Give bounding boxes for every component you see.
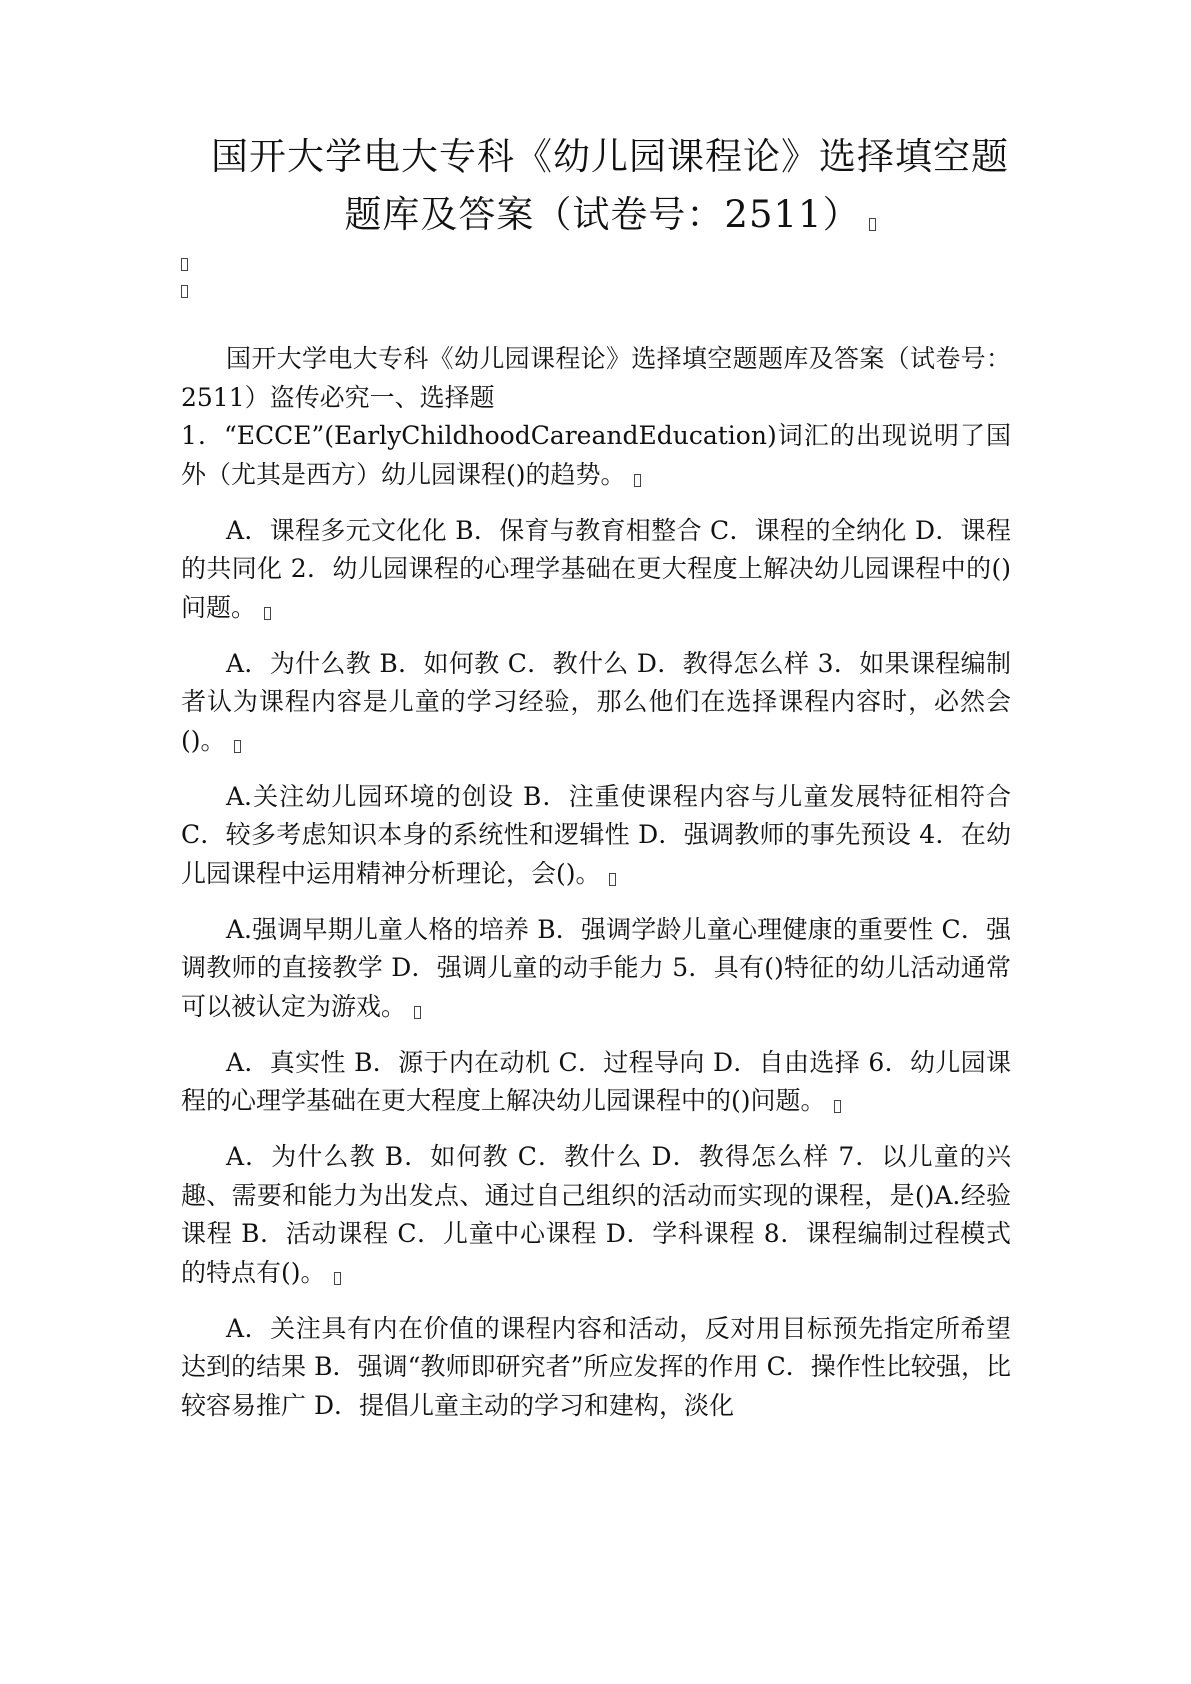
paragraph-text: 国开大学电大专科《幼儿园课程论》选择填空题题库及答案（试卷号：2511）盗传必究一、选择题	[181, 344, 1011, 412]
question-paragraph	[181, 512, 1011, 628]
paragraph-text: 1．“ECCE”(EarlyChildhoodCareandEducation)词汇的出现说明了国外（尤其是西方）幼儿园课程()的趋势。	[181, 421, 1011, 489]
placeholder-glyph-icon	[234, 740, 241, 753]
title-line-1: 国开大学电大专科《幼儿园课程论》选择填空题	[211, 135, 1009, 178]
paragraph-text: A．课程多元文化化 B．保育与教育相整合 C．课程的全纳化 D．课程的共同化 2．幼儿园课程的心理学基础在更大程度上解决幼儿园课程中的()问题。	[181, 515, 1011, 622]
question-paragraph	[181, 1138, 1011, 1292]
title-line-2-text: 题库及答案（试卷号：2511）	[344, 193, 861, 236]
document-title	[200, 128, 1020, 244]
question-paragraph	[181, 1310, 1011, 1426]
intro-paragraph	[181, 340, 1011, 417]
paragraph-text: A．为什么教 B．如何教 C．教什么 D．教得怎么样 3．如果课程编制者认为课程内容是儿童的学习经验，那么他们在选择课程内容时，必然会()。	[181, 648, 1011, 755]
question-paragraph	[181, 778, 1011, 894]
placeholder-glyph-icon	[181, 258, 188, 271]
question-paragraph	[181, 645, 1011, 761]
paragraph-text: A.强调早期儿童人格的培养 B．强调学龄儿童心理健康的重要性 C．强调教师的直接教学 D．强调儿童的动手能力 5．具有()特征的幼儿活动通常可以被认定为游戏。	[181, 914, 1011, 1021]
paragraph-text: A．为什么教 B．如何教 C．教什么 D．教得怎么样 7．以儿童的兴趣、需要和能力为出发点、通过自己组织的活动而实现的课程，是()A.经验课程 B．活动课程 C．儿童中心课程 D．学科课程 8．课程编制过程模式的特点有()。	[181, 1142, 1011, 1287]
paragraph-text: A．真实性 B．源于内在动机 C．过程导向 D．自由选择 6．幼儿园课程的心理学基础在更大程度上解决幼儿园课程中的()问题。	[181, 1047, 1011, 1115]
placeholder-glyph-icon	[181, 285, 188, 298]
placeholder-glyph-icon	[414, 1006, 421, 1019]
question-paragraph	[181, 1044, 1011, 1121]
placeholder-glyph-icon	[609, 873, 616, 886]
placeholder-glyph-icon	[334, 1272, 341, 1285]
question-paragraph	[181, 417, 1011, 494]
placeholder-glyph-icon	[834, 1100, 841, 1113]
question-paragraph	[181, 911, 1011, 1027]
placeholder-glyph-icon	[264, 607, 271, 620]
paragraph-text: A.关注幼儿园环境的创设 B．注重使课程内容与儿童发展特征相符合 C．较多考虑知识本身的系统性和逻辑性 D．强调教师的事先预设 4．在幼儿园课程中运用精神分析理论，会()。	[181, 781, 1011, 888]
placeholder-glyph-icon	[869, 218, 876, 231]
document-body	[181, 340, 1011, 1443]
placeholder-glyph-icon	[634, 474, 641, 487]
title-line-2	[200, 186, 1020, 244]
paragraph-text: A．关注具有内在价值的课程内容和活动，反对用目标预先指定所希望达到的结果 B．强调“教师即研究者”所应发挥的作用 C．操作性比较强，比较容易推广 D．提倡儿童主动的学习和建构，淡化	[181, 1313, 1011, 1420]
